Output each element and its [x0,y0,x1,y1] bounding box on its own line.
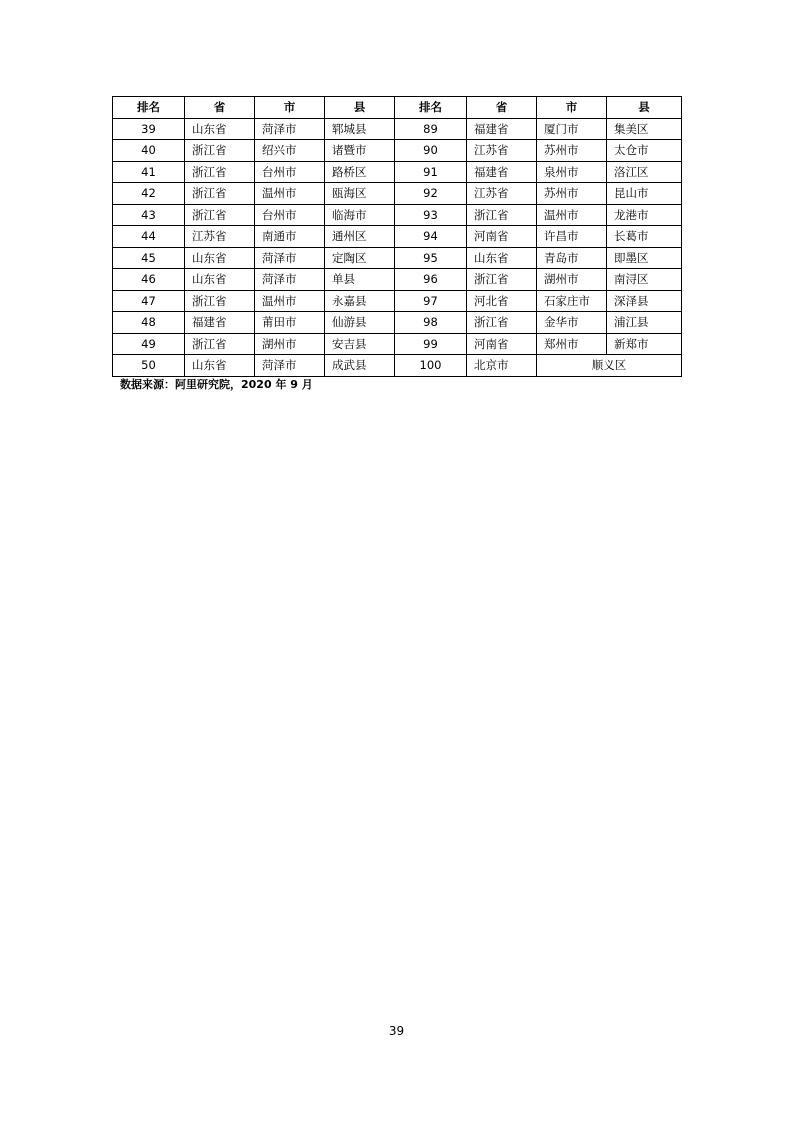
column-header: 市 [255,97,325,119]
rank-cell: 98 [395,312,467,334]
rank-cell: 41 [113,161,185,183]
rank-cell: 94 [395,226,467,248]
rank-cell: 39 [113,118,185,140]
province-cell: 北京市 [467,355,537,377]
city-cell: 青岛市 [537,247,607,269]
city-cell: 南通市 [255,226,325,248]
county-cell: 诸暨市 [325,140,395,162]
province-cell: 江苏省 [185,226,255,248]
province-cell: 浙江省 [185,333,255,355]
city-cell: 金华市 [537,312,607,334]
merged-city-county-cell: 顺义区 [537,355,682,377]
rank-cell: 99 [395,333,467,355]
county-cell: 仙游县 [325,312,395,334]
county-cell: 南浔区 [607,269,682,291]
city-cell: 温州市 [255,183,325,205]
city-cell: 许昌市 [537,226,607,248]
county-cell: 永嘉县 [325,290,395,312]
column-header: 市 [537,97,607,119]
table-row [113,269,682,291]
table-row [113,118,682,140]
city-cell: 湖州市 [255,333,325,355]
county-cell: 龙港市 [607,204,682,226]
county-cell: 集美区 [607,118,682,140]
rank-cell: 40 [113,140,185,162]
table-row [113,161,682,183]
county-cell: 浦江县 [607,312,682,334]
province-cell: 山东省 [185,118,255,140]
rank-cell: 49 [113,333,185,355]
county-cell: 即墨区 [607,247,682,269]
county-cell: 长葛市 [607,226,682,248]
rank-cell: 50 [113,355,185,377]
province-cell: 浙江省 [467,312,537,334]
county-cell: 单县 [325,269,395,291]
province-cell: 山东省 [185,355,255,377]
column-header: 县 [325,97,395,119]
city-cell: 菏泽市 [255,355,325,377]
city-cell: 厦门市 [537,118,607,140]
rank-cell: 93 [395,204,467,226]
province-cell: 山东省 [467,247,537,269]
province-cell: 福建省 [467,118,537,140]
city-cell: 台州市 [255,204,325,226]
province-cell: 河北省 [467,290,537,312]
column-header: 排名 [113,97,185,119]
province-cell: 浙江省 [467,204,537,226]
table-row [113,290,682,312]
county-cell: 路桥区 [325,161,395,183]
rank-cell: 45 [113,247,185,269]
county-cell: 太仓市 [607,140,682,162]
province-cell: 山东省 [185,269,255,291]
county-cell: 昆山市 [607,183,682,205]
rank-cell: 42 [113,183,185,205]
city-cell: 湖州市 [537,269,607,291]
city-cell: 苏州市 [537,183,607,205]
rank-cell: 48 [113,312,185,334]
page-number: 39 [388,1024,405,1038]
table-body [113,118,682,376]
province-cell: 浙江省 [185,290,255,312]
rank-cell: 46 [113,269,185,291]
province-cell: 浙江省 [185,161,255,183]
city-cell: 莆田市 [255,312,325,334]
table-row [113,247,682,269]
county-cell: 通州区 [325,226,395,248]
county-cell: 成武县 [325,355,395,377]
column-header: 省 [185,97,255,119]
table-row [113,204,682,226]
city-cell: 苏州市 [537,140,607,162]
province-cell: 浙江省 [185,183,255,205]
rank-cell: 100 [395,355,467,377]
province-cell: 河南省 [467,333,537,355]
county-cell: 定陶区 [325,247,395,269]
province-cell: 福建省 [185,312,255,334]
city-cell: 泉州市 [537,161,607,183]
city-cell: 温州市 [255,290,325,312]
city-cell: 石家庄市 [537,290,607,312]
city-cell: 绍兴市 [255,140,325,162]
province-cell: 江苏省 [467,140,537,162]
city-cell: 菏泽市 [255,269,325,291]
county-cell: 安吉县 [325,333,395,355]
rank-cell: 97 [395,290,467,312]
rank-cell: 44 [113,226,185,248]
rank-cell: 92 [395,183,467,205]
rank-cell: 90 [395,140,467,162]
province-cell: 浙江省 [185,140,255,162]
rank-cell: 96 [395,269,467,291]
table-row [113,183,682,205]
column-header: 省 [467,97,537,119]
province-cell: 浙江省 [467,269,537,291]
county-cell: 洛江区 [607,161,682,183]
rank-cell: 89 [395,118,467,140]
table-row [113,355,682,377]
county-cell: 临海市 [325,204,395,226]
column-header: 县 [607,97,682,119]
county-cell: 郓城县 [325,118,395,140]
rank-cell: 91 [395,161,467,183]
province-cell: 江苏省 [467,183,537,205]
province-cell: 浙江省 [185,204,255,226]
column-header: 排名 [395,97,467,119]
province-cell: 山东省 [185,247,255,269]
province-cell: 福建省 [467,161,537,183]
city-cell: 菏泽市 [255,118,325,140]
source-note: 数据来源：阿里研究院，2020 年 9 月 [120,378,313,391]
table-row [113,226,682,248]
county-cell: 深泽县 [607,290,682,312]
table-row [113,333,682,355]
city-cell: 郑州市 [537,333,607,355]
city-cell: 温州市 [537,204,607,226]
table-row [113,312,682,334]
city-cell: 菏泽市 [255,247,325,269]
table-header-row [113,97,682,119]
county-cell: 瓯海区 [325,183,395,205]
city-cell: 台州市 [255,161,325,183]
province-cell: 河南省 [467,226,537,248]
rank-cell: 95 [395,247,467,269]
ranking-table [112,96,682,377]
table-row [113,140,682,162]
rank-cell: 47 [113,290,185,312]
rank-cell: 43 [113,204,185,226]
county-cell: 新郑市 [607,333,682,355]
